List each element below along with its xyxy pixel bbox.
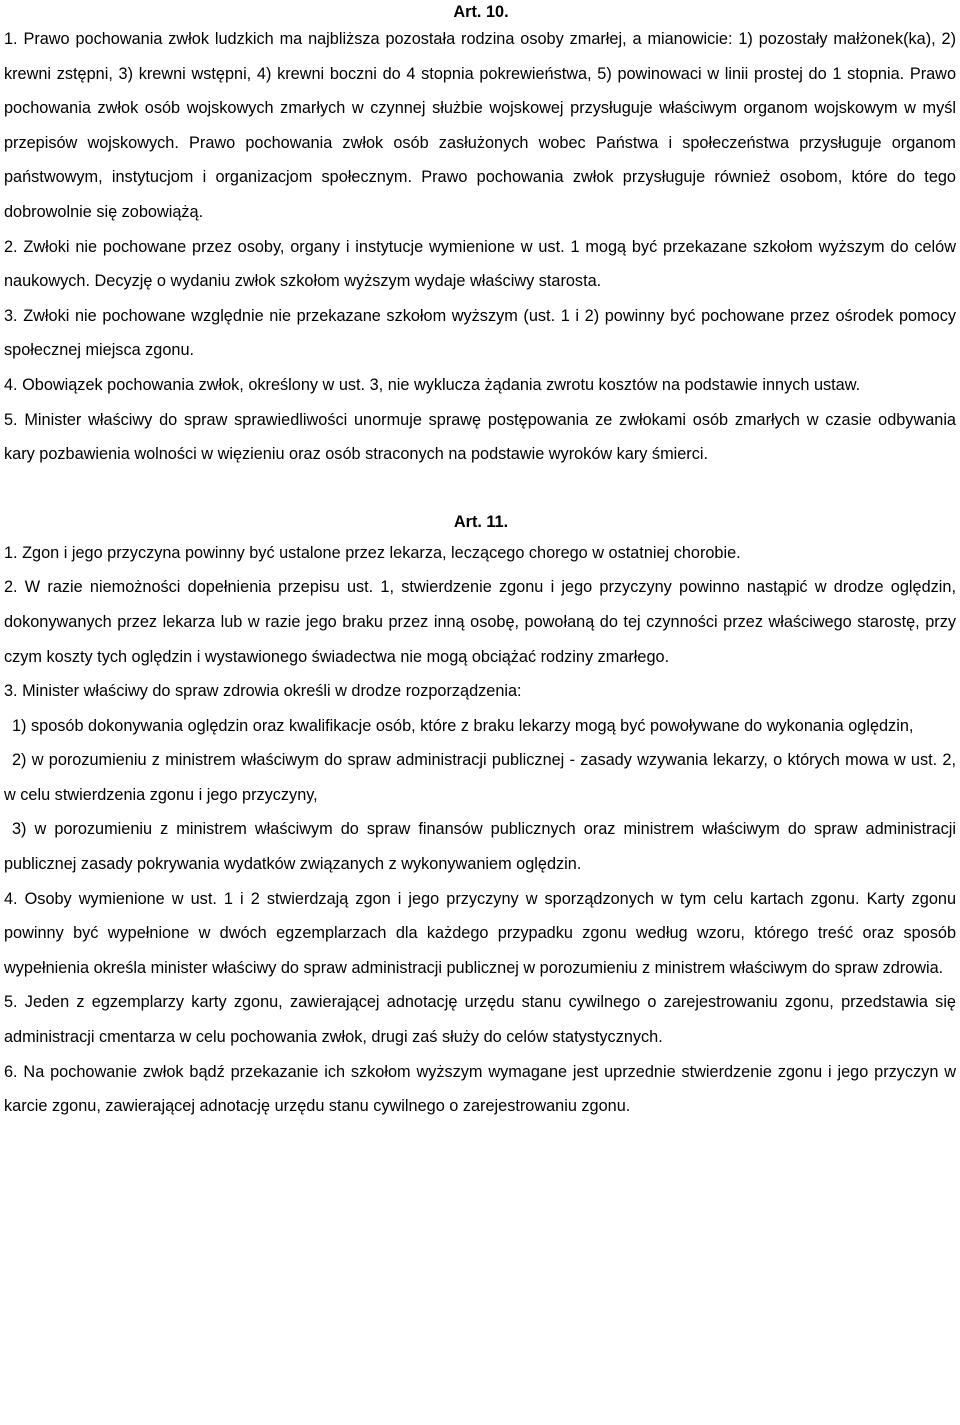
article-10-paragraph-1: 1. Prawo pochowania zwłok ludzkich ma najbliższa pozostała rodzina osoby zmarłej, a mianowicie: 1) pozostały małżonek(ka), 2) krewni zstępni, 3) krewni wstępni, 4) krewni boczni do 4 stopnia pokrewieństwa, 5) powinowaci w linii prostej do 1 stopnia. Prawo pochowania zwłok osób wojskowych zmarłych w czynnej służbie wojskowej przysługuje właściwym organom wojskowym w myśl przepisów wojskowych. Prawo pochowania zwłok osób zasłużonych wobec Państwa i społeczeństwa przysługuje organom państwowym, instytucjom i organizacjom społecznym. Prawo pochowania zwłok przysługuje również osobom, które do tego dobrowolnie się zobowiążą.: [4, 30, 956, 221]
article-10: [4, 0, 956, 472]
article-10-title: Art. 10.: [453, 3, 509, 21]
article-11-title: Art. 11.: [453, 512, 509, 531]
article-11: [4, 508, 956, 1124]
article-11-paragraph-3: 3. Minister właściwy do spraw zdrowia określi w drodze rozporządzenia:: [4, 682, 522, 701]
article-11-paragraph-6: 6. Na pochowanie zwłok bądź przekazanie ich szkołom wyższym wymagane jest uprzednie stwierdzenie zgonu i jego przyczyn w karcie zgonu, zawierającej adnotację urzędu stanu cywilnego o zarejestrowaniu zgonu.: [4, 1062, 956, 1116]
article-11-point-2: 2) w porozumieniu z ministrem właściwym do spraw administracji publicznej - zasady wzywania lekarzy, o których mowa w ust. 2, w celu stwierdzenia zgonu i jego przyczyny,: [4, 751, 956, 804]
article-11-paragraph-5: 5. Jeden z egzemplarzy karty zgonu, zawierającej adnotację urzędu stanu cywilnego o zarejestrowaniu zgonu, przedstawia się administracji cmentarza w celu pochowania zwłok, drugi zaś służy do celów statystycznych.: [4, 993, 956, 1047]
article-11-paragraph-4: 4. Osoby wymienione w ust. 1 i 2 stwierdzają zgon i jego przyczyny w sporządzonych w tym celu kartach zgonu. Karty zgonu powinny być wypełnione w dwóch egzemplarzach dla każdego przypadku zgonu według wzoru, którego treść oraz sposób wypełnienia określa minister właściwy do spraw administracji publicznej w porozumieniu z ministrem właściwym do spraw zdrowia.: [4, 889, 956, 977]
article-10-paragraph-3: 3. Zwłoki nie pochowane względnie nie przekazane szkołom wyższym (ust. 1 i 2) powinny być pochowane przez ośrodek pomocy społecznej miejsca zgonu.: [4, 306, 956, 360]
article-11-paragraph-1: 1. Zgon i jego przyczyna powinny być ustalone przez lekarza, leczącego chorego w ostatniej chorobie.: [4, 543, 741, 562]
article-10-paragraph-5: 5. Minister właściwy do spraw sprawiedliwości unormuje sprawę postępowania ze zwłokami osób zmarłych w czasie odbywania kary pozbawienia wolności w więzieniu oraz osób straconych na podstawie wyroków kary śmierci.: [4, 410, 956, 464]
section-gap: [4, 472, 956, 508]
article-11-point-3: 3) w porozumieniu z ministrem właściwym do spraw finansów publicznych oraz ministrem właściwym do spraw administracji publicznej zasady pokrywania wydatków związanych z wykonywaniem oględzin.: [4, 820, 956, 874]
article-10-paragraph-2: 2. Zwłoki nie pochowane przez osoby, organy i instytucje wymienione w ust. 1 mogą być przekazane szkołom wyższym do celów naukowych. Decyzję o wydaniu zwłok szkołom wyższym wydaje właściwy starosta.: [4, 237, 956, 291]
article-11-paragraph-2: 2. W razie niemożności dopełnienia przepisu ust. 1, stwierdzenie zgonu i jego przyczyny powinno nastąpić w drodze oględzin, dokonywanych przez lekarza lub w razie jego braku przez inną osobę, powołaną do tej czynności przez właściwego starostę, przy czym koszty tych oględzin i wystawionego świadectwa nie mogą obciążać rodziny zmarłego.: [4, 578, 956, 666]
article-10-paragraph-4: 4. Obowiązek pochowania zwłok, określony w ust. 3, nie wyklucza żądania zwrotu kosztów na podstawie innych ustaw.: [4, 375, 861, 394]
article-11-point-1: 1) sposób dokonywania oględzin oraz kwalifikacje osób, które z braku lekarzy mogą być powoływane do wykonania oględzin,: [12, 716, 914, 735]
